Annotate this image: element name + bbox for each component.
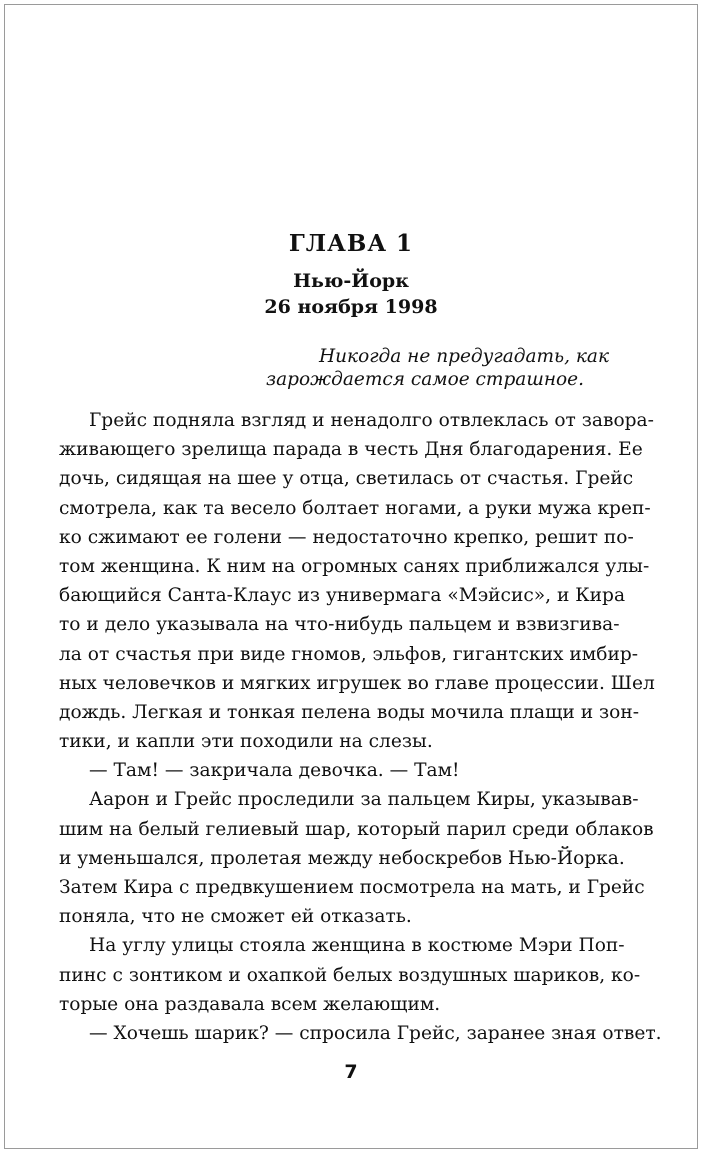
- text-line: Грейс подняла взгляд и ненадолго отвлеклась от завора-: [89, 410, 654, 431]
- text-line: то и дело указывала на что-нибудь пальцем и взвизгива-: [59, 614, 620, 636]
- text-line: дождь. Легкая и тонкая пелена воды мочила плащи и зон-: [59, 701, 640, 723]
- book-page: [4, 4, 698, 1149]
- epigraph-line: зарождается самое страшное.: [265, 369, 584, 390]
- chapter-date: 26 ноября 1998: [264, 296, 438, 318]
- chapter-place: Нью-Йорк: [293, 270, 409, 292]
- epigraph-line: Никогда не предугадать, как: [318, 346, 609, 367]
- text-line: Аарон и Грейс проследили за пальцем Киры, указывав-: [89, 789, 639, 811]
- text-line: дочь, сидящая на шее у отца, светилась от счастья. Грейс: [59, 468, 634, 490]
- text-line: тики, и капли эти походили на слезы.: [59, 731, 433, 753]
- text-line: пинс с зонтиком и охапкой белых воздушных шариков, ко-: [59, 964, 641, 986]
- text-line: ко сжимают ее голени — недостаточно крепко, решит по-: [59, 526, 634, 548]
- body-text: [59, 406, 662, 1048]
- text-line: том женщина. К ним на огромных санях приближался улы-: [59, 555, 650, 577]
- text-line: На углу улицы стояла женщина в костюме Мэри Поп-: [89, 935, 625, 957]
- text-line: смотрела, как та весело болтает ногами, а руки мужа креп-: [59, 497, 651, 519]
- text-line: бающийся Санта-Клаус из универмага «Мэйсис», и Кира: [59, 585, 626, 607]
- text-line: — Хочешь шарик? — спросила Грейс, заранее зная ответ.: [89, 1022, 662, 1044]
- text-line: и уменьшался, пролетая между небоскребов Нью-Йорка.: [59, 847, 625, 869]
- text-line: поняла, что не сможет ей отказать.: [59, 906, 412, 928]
- text-line: Затем Кира с предвкушением посмотрела на мать, и Грейс: [59, 877, 645, 898]
- chapter-title: ГЛАВА 1: [288, 230, 414, 257]
- text-line: живающего зрелища парада в честь Дня благодарения. Ее: [59, 439, 643, 461]
- text-line: торые она раздавала всем желающим.: [59, 993, 441, 1015]
- text-line: шим на белый гелиевый шар, который парил среди облаков: [59, 818, 654, 840]
- text-line: — Там! — закричала девочка. — Там!: [89, 760, 460, 782]
- text-line: ных человечков и мягких игрушек во главе процессии. Шел: [59, 672, 655, 694]
- page-number: 7: [344, 1061, 358, 1083]
- text-line: ла от счастья при виде гномов, эльфов, гигантских имбир-: [59, 643, 639, 665]
